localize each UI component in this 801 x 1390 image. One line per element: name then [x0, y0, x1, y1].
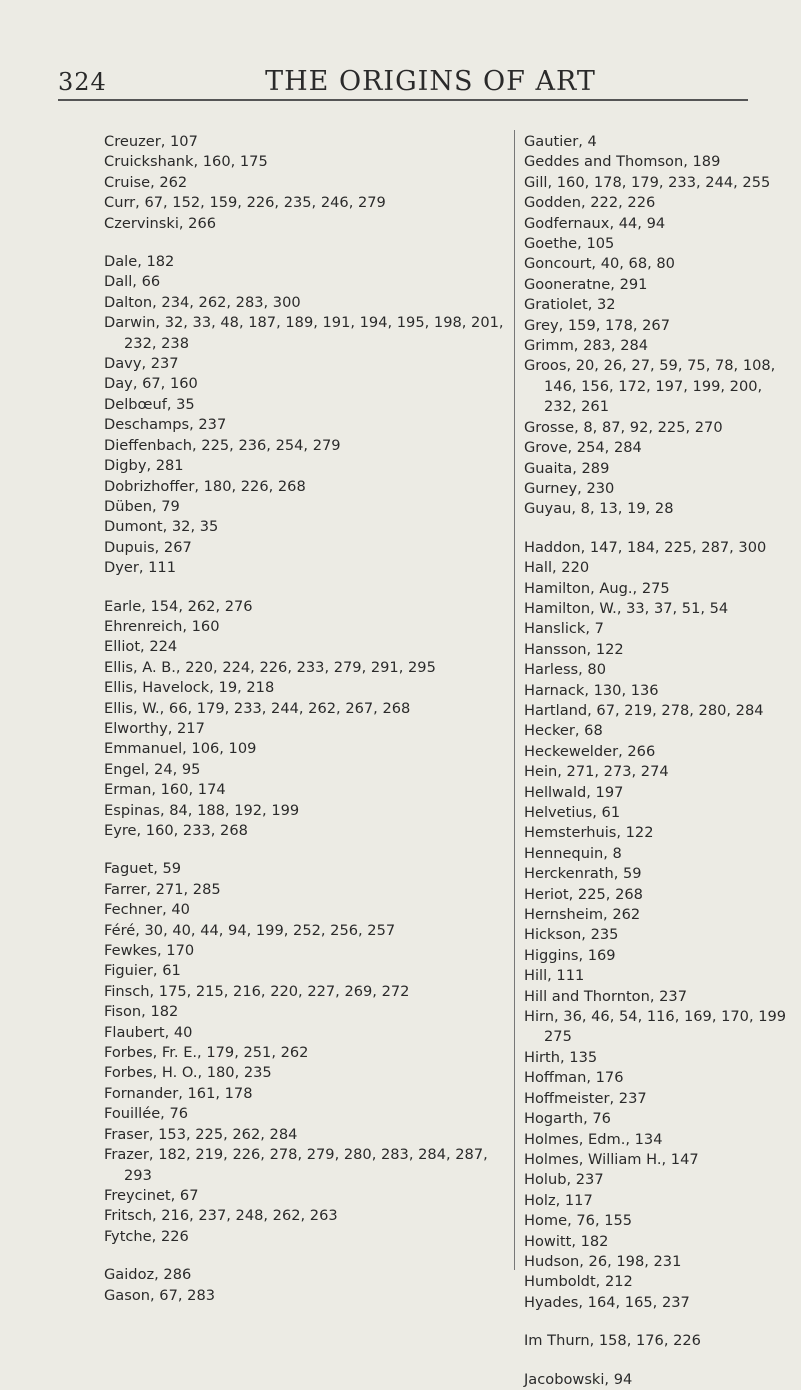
index-entry: Hill and Thornton, 237: [524, 987, 687, 1005]
index-entry: Ellis, W., 66, 179, 233, 244, 262, 267, 268: [104, 699, 411, 717]
index-entry: Elworthy, 217: [104, 719, 205, 737]
index-entry: Dumont, 32, 35: [104, 518, 219, 536]
index-entry: Hill, 111: [524, 967, 585, 985]
index-entry: Erman, 160, 174: [104, 781, 226, 799]
index-entry: Haddon, 147, 184, 225, 287, 300: [524, 538, 767, 556]
index-entry: Davy, 237: [104, 355, 179, 373]
index-entry: Freycinet, 67: [104, 1186, 199, 1204]
index-entry: Herckenrath, 59: [524, 865, 642, 883]
index-entry: Guyau, 8, 13, 19, 28: [524, 500, 674, 518]
index-entry: Hanslick, 7: [524, 620, 604, 638]
index-entry: Fechner, 40: [104, 901, 190, 919]
index-entry: Hoffmeister, 237: [524, 1089, 647, 1107]
index-entry: Farrer, 271, 285: [104, 880, 221, 898]
page-number: 324: [58, 68, 107, 96]
index-entry: Engel, 24, 95: [104, 760, 201, 778]
index-entry: Dyer, 111: [104, 559, 176, 577]
index-entry: Forbes, Fr. E., 179, 251, 262: [104, 1044, 309, 1062]
index-entry: Day, 67, 160: [104, 375, 198, 393]
index-entry: Hamilton, Aug., 275: [524, 579, 670, 597]
index-column-left: [104, 132, 504, 1306]
index-entry: Fison, 182: [104, 1003, 179, 1021]
index-entry: Hecker, 68: [524, 722, 603, 740]
index-column-right: [524, 132, 796, 1390]
index-entry: Hernsheim, 262: [524, 906, 641, 924]
index-entry: Gurney, 230: [524, 479, 615, 497]
index-entry: Düben, 79: [104, 497, 180, 515]
index-entry: Fouillée, 76: [104, 1105, 189, 1123]
index-entry: Curr, 67, 152, 159, 226, 235, 246, 279: [104, 194, 386, 212]
group-gap: [524, 1352, 796, 1370]
index-entry: Fritsch, 216, 237, 248, 262, 263: [104, 1207, 338, 1225]
index-entry: Geddes and Thomson, 189: [524, 153, 721, 171]
header-rule: [58, 99, 748, 101]
index-entry: Godfernaux, 44, 94: [524, 214, 666, 232]
index-entry: Gratiolet, 32: [524, 296, 616, 314]
index-entry: Gautier, 4: [524, 133, 597, 150]
index-entry: Hyades, 164, 165, 237: [524, 1293, 690, 1311]
index-entry: Grove, 254, 284: [524, 439, 642, 457]
index-entry: Hirn, 36, 46, 54, 116, 169, 170, 199 275: [524, 1008, 787, 1046]
index-entry: Higgins, 169: [524, 946, 616, 964]
index-entry: Harnack, 130, 136: [524, 681, 659, 699]
group-gap: [524, 520, 796, 538]
index-entry: Harless, 80: [524, 661, 607, 679]
index-entry: Dale, 182: [104, 253, 175, 271]
index-entry: Eyre, 160, 233, 268: [104, 822, 248, 839]
index-entry: Hellwald, 197: [524, 783, 624, 801]
index-entry: Féré, 30, 40, 44, 94, 199, 252, 256, 257: [104, 921, 396, 939]
index-entry: Groos, 20, 26, 27, 59, 75, 78, 108, 146, 156, 172, 197, 199, 200, 232, 261: [524, 357, 776, 416]
index-entry: Earle, 154, 262, 276: [104, 597, 253, 615]
page-header: [0, 0, 801, 110]
index-entry: Grimm, 283, 284: [524, 337, 649, 355]
index-entry: Espinas, 84, 188, 192, 199: [104, 801, 300, 819]
index-entry: Forbes, H. O., 180, 235: [104, 1064, 272, 1082]
index-entry: Guaita, 289: [524, 459, 610, 477]
index-entry: Gaidoz, 286: [104, 1266, 192, 1284]
index-entry: Helvetius, 61: [524, 804, 621, 821]
index-entry: Heckewelder, 266: [524, 742, 656, 760]
index-entry: Dieffenbach, 225, 236, 254, 279: [104, 436, 341, 454]
index-entry: Dalton, 234, 262, 283, 300: [104, 293, 301, 311]
index-entry: Darwin, 32, 33, 48, 187, 189, 191, 194, 195, 198, 201, 232, 238: [104, 314, 504, 352]
index-entry: Hennequin, 8: [524, 844, 622, 862]
index-entry: Flaubert, 40: [104, 1023, 193, 1041]
index-entry: Hemsterhuis, 122: [524, 824, 654, 842]
index-entry: Cruickshank, 160, 175: [104, 153, 268, 171]
index-entry: Delbœuf, 35: [104, 395, 195, 413]
index-entry: Finsch, 175, 215, 216, 220, 227, 269, 272: [104, 982, 410, 1000]
index-entry: Grey, 159, 178, 267: [524, 316, 671, 334]
index-entry: Humboldt, 212: [524, 1273, 633, 1291]
index-entry: Grosse, 8, 87, 92, 225, 270: [524, 418, 723, 436]
group-gap: [104, 1247, 504, 1265]
index-entry: Hoffman, 176: [524, 1069, 624, 1087]
index-entry: Dobrizhoffer, 180, 226, 268: [104, 477, 306, 495]
index-entry: Cruise, 262: [104, 173, 188, 191]
index-entry: Dupuis, 267: [104, 538, 192, 556]
index-entry: Holub, 237: [524, 1171, 604, 1189]
index-entry: Elliot, 224: [104, 638, 178, 656]
group-gap: [104, 234, 504, 252]
index-entry: Goncourt, 40, 68, 80: [524, 255, 675, 273]
index-entry: Im Thurn, 158, 176, 226: [524, 1332, 701, 1350]
index-entry: Faguet, 59: [104, 860, 182, 878]
index-entry: Heriot, 225, 268: [524, 885, 643, 903]
group-gap: [524, 1313, 796, 1331]
index-entry: Czervinski, 266: [104, 214, 217, 232]
index-entry: Jacobowski, 94: [524, 1370, 633, 1388]
index-entry: Hansson, 122: [524, 640, 624, 658]
index-entry: Ellis, Havelock, 19, 218: [104, 679, 275, 697]
index-entry: Holz, 117: [524, 1191, 593, 1209]
index-entry: Figuier, 61: [104, 962, 181, 980]
index-entry: Holmes, William H., 147: [524, 1150, 699, 1168]
index-entry: Emmanuel, 106, 109: [104, 740, 257, 758]
index-entry: Home, 76, 155: [524, 1212, 633, 1230]
column-divider: [514, 130, 515, 1270]
index-entry: Ellis, A. B., 220, 224, 226, 233, 279, 291, 295: [104, 658, 436, 676]
index-entry: Gill, 160, 178, 179, 233, 244, 255: [524, 173, 771, 191]
index-entry: Creuzer, 107: [104, 133, 198, 150]
index-entry: Hamilton, W., 33, 37, 51, 54: [524, 599, 729, 617]
index-entry: Fytche, 226: [104, 1227, 189, 1245]
group-gap: [104, 841, 504, 859]
index-entry: Fewkes, 170: [104, 942, 195, 960]
index-entry: Godden, 222, 226: [524, 194, 656, 212]
index-entry: Hogarth, 76: [524, 1110, 611, 1128]
index-entry: Howitt, 182: [524, 1232, 609, 1250]
index-entry: Hudson, 26, 198, 231: [524, 1252, 682, 1270]
index-entry: Gooneratne, 291: [524, 275, 648, 293]
index-entry: Ehrenreich, 160: [104, 617, 220, 635]
index-entry: Fornander, 161, 178: [104, 1084, 253, 1102]
index-entry: Hartland, 67, 219, 278, 280, 284: [524, 701, 764, 719]
index-entry: Frazer, 182, 219, 226, 278, 279, 280, 283, 284, 287, 293: [104, 1146, 488, 1184]
index-entry: Goethe, 105: [524, 235, 615, 253]
group-gap: [104, 579, 504, 597]
index-entry: Dall, 66: [104, 273, 161, 291]
index-entry: Hirth, 135: [524, 1048, 598, 1066]
index-entry: Holmes, Edm., 134: [524, 1130, 663, 1148]
index-entry: Hein, 271, 273, 274: [524, 763, 669, 781]
index-entry: Deschamps, 237: [104, 416, 227, 434]
index-entry: Digby, 281: [104, 457, 184, 475]
index-entry: Hall, 220: [524, 559, 590, 577]
index-entry: Gason, 67, 283: [104, 1286, 216, 1304]
index-entry: Hickson, 235: [524, 926, 619, 944]
running-title: THE ORIGINS OF ART: [265, 66, 596, 97]
index-entry: Fraser, 153, 225, 262, 284: [104, 1125, 298, 1143]
